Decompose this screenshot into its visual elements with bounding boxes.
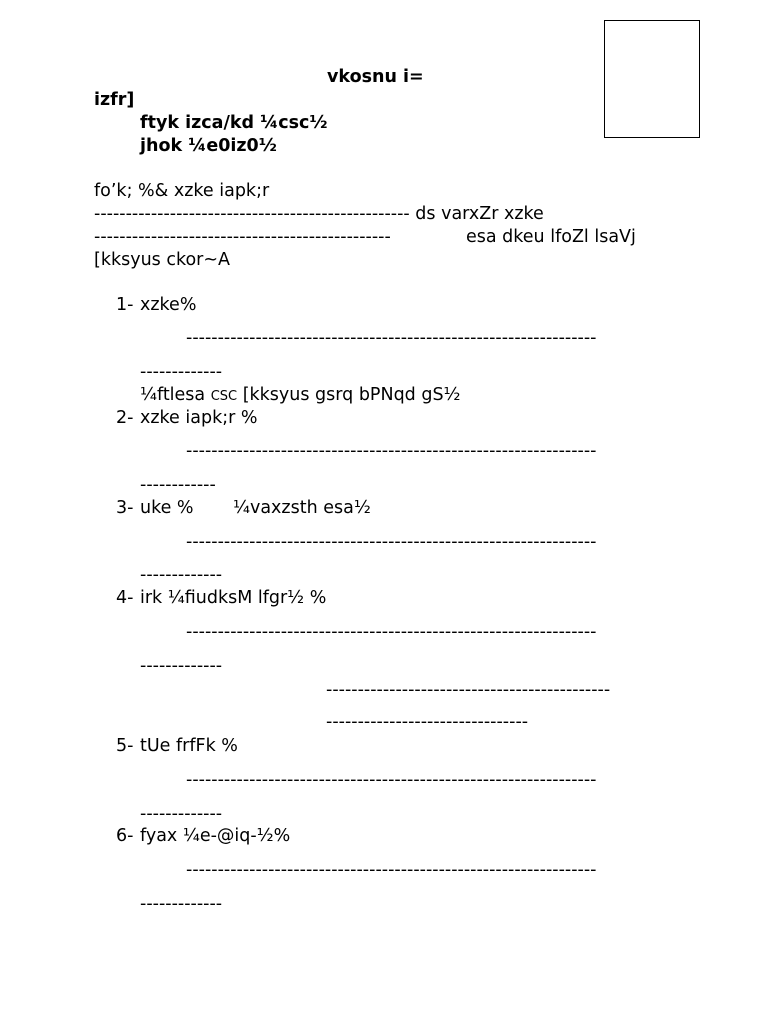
page-title: vkosnu i= <box>327 67 424 87</box>
item-label-gram-panchayat: xzke iapk;r % <box>140 408 258 428</box>
addressee-line-1: ftyk izca/kd ¼csc½ <box>140 113 328 133</box>
item-number: 3- <box>116 498 134 518</box>
item-fill-line: ----------------------------------------------------------------- <box>186 532 597 552</box>
item-fill-line: ----------------------------------------------------------------- <box>186 770 597 790</box>
subject-dash-line-2: ----------------------------------------------- <box>94 227 391 247</box>
item-fill-line: ----------------------------------------------------------------- <box>186 328 597 348</box>
item-fill-line-short: ------------- <box>140 565 223 585</box>
item-fill-line-extra-2: -------------------------------- <box>326 712 529 732</box>
subject-trail-text: esa dkeu lfoZl lsaVj <box>466 227 636 247</box>
photo-box <box>604 20 700 138</box>
addressee-line-2: jhok ¼e0iz0½ <box>140 136 277 156</box>
item-number: 2- <box>116 408 134 428</box>
subject-trail-line-3: [kksyus ckor~A <box>94 250 231 270</box>
item-fill-line-extra-1: --------------------------------------------- <box>326 680 611 700</box>
item-label-gender: fyax ¼e-@iq-½% <box>140 826 291 846</box>
item-label-extra: ¼vaxzsth esa½ <box>233 498 371 518</box>
item-label-address: irk ¼fiudksM lfgr½ % <box>140 588 327 608</box>
subject-dash-line-1: -------------------------------------------------- ds varxZr xzke <box>94 204 544 224</box>
item-note-part-1: ¼ftlesa <box>140 385 211 405</box>
item-note-small: CSC <box>210 389 238 404</box>
item-number: 1- <box>116 295 134 315</box>
item-fill-line-short: ------------- <box>140 804 223 824</box>
item-label-date-of-birth: tUe frfFk % <box>140 736 238 756</box>
item-note <box>140 387 461 405</box>
item-fill-line-short: ------------- <box>140 362 223 382</box>
subject-label: fo’k; %& xzke iapk;r <box>94 181 270 201</box>
item-fill-line-short: ------------- <box>140 894 223 914</box>
item-number: 5- <box>116 736 134 756</box>
item-fill-line-short: ------------ <box>140 475 216 495</box>
to-label: izfr] <box>94 90 135 110</box>
item-note-part-2: [kksyus gsrq bPNqd gS½ <box>237 385 461 405</box>
item-label-name: uke % <box>140 498 194 518</box>
item-fill-line: ----------------------------------------------------------------- <box>186 860 597 880</box>
item-fill-line-short: ------------- <box>140 656 223 676</box>
item-fill-line: ----------------------------------------------------------------- <box>186 441 597 461</box>
item-number: 6- <box>116 826 134 846</box>
item-number: 4- <box>116 588 134 608</box>
item-fill-line: ----------------------------------------------------------------- <box>186 622 597 642</box>
item-label-village: xzke% <box>140 295 197 315</box>
